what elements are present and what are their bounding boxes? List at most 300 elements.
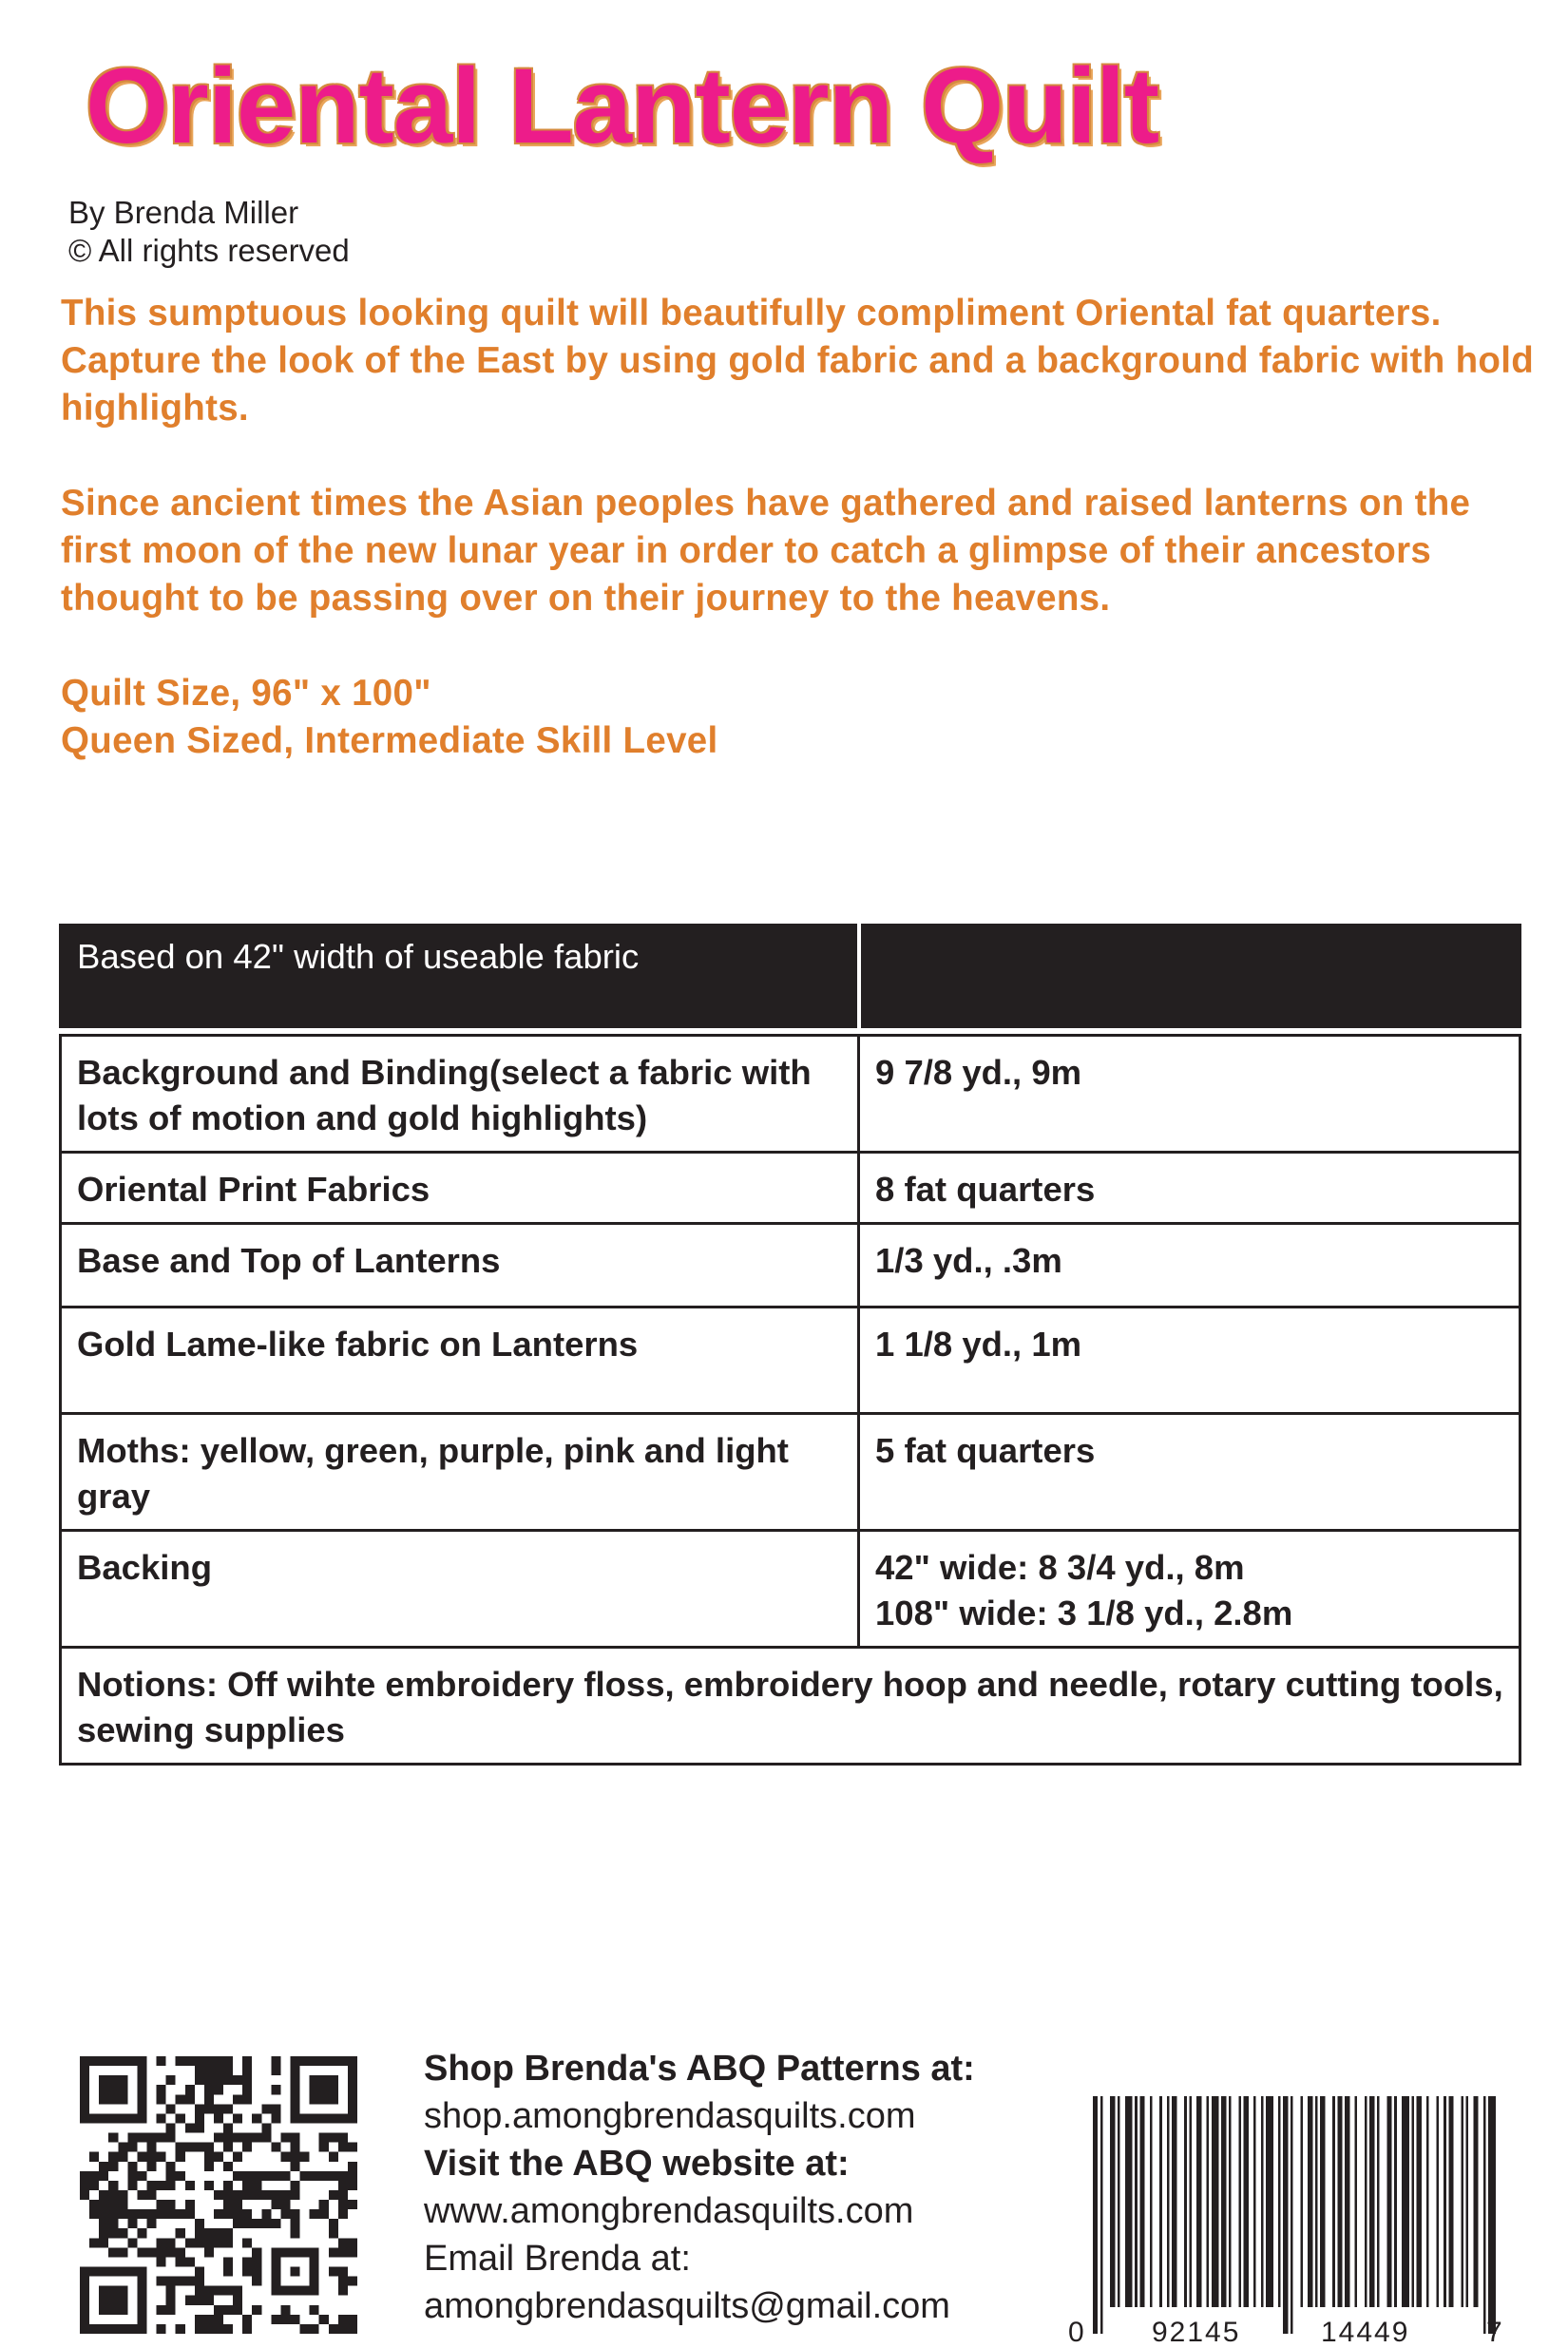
barcode-bar — [1238, 2096, 1241, 2307]
qr-module — [166, 2123, 176, 2132]
barcode-group-2: 14449 — [1321, 2317, 1410, 2345]
byline — [68, 194, 350, 270]
qr-module — [157, 2085, 166, 2094]
qr-module — [108, 2247, 118, 2257]
qr-module — [291, 2143, 300, 2152]
qr-module — [195, 2143, 204, 2152]
qr-module — [118, 2209, 127, 2219]
qr-module — [108, 2228, 118, 2238]
qr-module — [338, 2286, 348, 2296]
table-row — [61, 1414, 1520, 1531]
barcode-bar — [1139, 2096, 1144, 2307]
qr-module — [166, 2305, 176, 2315]
fabric-item: Backing — [61, 1531, 859, 1648]
qr-module — [157, 2209, 166, 2219]
qr-module — [348, 2200, 357, 2209]
barcode-bar — [1283, 2096, 1288, 2334]
qr-module — [338, 2171, 348, 2181]
barcode-bar — [1100, 2096, 1103, 2334]
barcode-bar — [1244, 2096, 1249, 2307]
qr-module — [338, 2200, 348, 2209]
qr-module — [176, 2113, 185, 2123]
qr-module — [195, 2066, 204, 2075]
qr-module — [252, 2133, 261, 2143]
qr-module — [252, 2219, 261, 2228]
qr-module — [195, 2075, 204, 2085]
qr-module — [99, 2190, 108, 2200]
barcode-bar — [1261, 2096, 1264, 2307]
qr-module — [214, 2228, 223, 2238]
barcode-bar — [1172, 2096, 1176, 2307]
barcode-bar — [1448, 2096, 1453, 2307]
qr-module — [214, 2324, 223, 2334]
qr-module — [271, 2104, 280, 2113]
qr-module — [204, 2056, 214, 2066]
qr-module — [176, 2228, 185, 2238]
barcode-bar — [1426, 2096, 1429, 2307]
qr-module — [280, 2190, 290, 2200]
qr-module — [214, 2315, 223, 2324]
qr-module — [280, 2209, 290, 2219]
qr-module — [271, 2315, 280, 2324]
qr-module — [127, 2143, 137, 2152]
qr-module — [127, 2162, 137, 2171]
qr-module — [166, 2238, 176, 2247]
table-row — [61, 1036, 1520, 1153]
qr-module — [233, 2113, 242, 2123]
qr-module — [166, 2247, 176, 2257]
qr-module — [214, 2056, 223, 2066]
qr-module — [195, 2324, 204, 2334]
table-header-row — [61, 926, 1520, 1027]
qr-module — [185, 2257, 195, 2266]
qr-module — [242, 2209, 252, 2219]
qr-module — [185, 2277, 195, 2286]
qr-module — [329, 2247, 338, 2257]
qr-module — [204, 2152, 214, 2162]
barcode-bar — [1332, 2096, 1335, 2307]
qr-module — [242, 2190, 252, 2200]
qr-module — [185, 2296, 195, 2305]
qr-module — [223, 2286, 233, 2296]
qr-module — [146, 2133, 156, 2143]
qr-module — [214, 2075, 223, 2085]
barcode-digit-left: 0 — [1068, 2317, 1084, 2345]
qr-module — [242, 2267, 252, 2277]
barcode — [1064, 2096, 1511, 2345]
backing-42-wide: 42" wide: 8 3/4 yd., 8m — [875, 1548, 1245, 1587]
barcode-bar — [1483, 2096, 1486, 2334]
barcode-bar — [1466, 2096, 1469, 2307]
qr-module — [310, 2209, 319, 2219]
qr-module — [271, 2085, 280, 2094]
qr-module — [280, 2315, 290, 2324]
barcode-bar — [1417, 2096, 1422, 2307]
qr-module — [166, 2286, 176, 2296]
qr-module — [204, 2324, 214, 2334]
qr-module — [137, 2209, 146, 2219]
barcode-bar — [1291, 2096, 1293, 2334]
qr-module — [242, 2066, 252, 2075]
qr-module — [291, 2152, 300, 2162]
quilt-size: Quilt Size, 96" x 100" — [61, 673, 431, 714]
qr-module — [89, 2181, 99, 2190]
qr-module — [348, 2247, 357, 2257]
qr-module — [166, 2209, 176, 2219]
qr-module — [214, 2190, 223, 2200]
qr-module — [348, 2315, 357, 2324]
barcode-bar — [1150, 2096, 1153, 2307]
qr-module — [204, 2228, 214, 2238]
qr-module — [223, 2066, 233, 2075]
qr-module — [261, 2190, 271, 2200]
qr-module — [348, 2277, 357, 2286]
barcode-bar — [1093, 2096, 1098, 2334]
barcode-bar — [1253, 2096, 1256, 2307]
website-url[interactable]: www.amongbrendasquilts.com — [424, 2191, 914, 2231]
qr-module — [280, 2171, 290, 2181]
qr-module — [195, 2238, 204, 2247]
email-address[interactable]: amongbrendasquilts@gmail.com — [424, 2286, 950, 2326]
qr-module — [108, 2133, 118, 2143]
qr-module — [223, 2228, 233, 2238]
qr-module — [329, 2133, 338, 2143]
qr-module — [223, 2267, 233, 2277]
qr-module — [319, 2133, 329, 2143]
qr-module — [338, 2143, 348, 2152]
qr-module — [108, 2190, 118, 2200]
table-header-cell: Based on 42" width of useable fabric — [61, 926, 859, 1027]
backing-108-wide: 108" wide: 3 1/8 yd., 2.8m — [875, 1594, 1293, 1632]
barcode-bar — [1377, 2096, 1380, 2307]
qr-module — [204, 2094, 214, 2104]
qr-module — [233, 2296, 242, 2305]
qr-module — [223, 2133, 233, 2143]
qr-module — [252, 2181, 261, 2190]
qr-module — [214, 2286, 223, 2296]
qr-module — [108, 2209, 118, 2219]
barcode-bar — [1159, 2096, 1162, 2307]
qr-module — [214, 2305, 223, 2315]
qr-module — [310, 2171, 319, 2181]
qr-module — [80, 2171, 89, 2181]
qr-module — [137, 2152, 146, 2162]
qr-module — [252, 2267, 261, 2277]
qr-module — [223, 2056, 233, 2066]
qr-module — [252, 2257, 261, 2266]
qr-module — [338, 2181, 348, 2190]
qr-module — [223, 2190, 233, 2200]
barcode-digit-right: 7 — [1486, 2317, 1502, 2345]
qr-module — [89, 2152, 99, 2162]
qr-module — [242, 2094, 252, 2104]
barcode-bar — [1402, 2096, 1409, 2307]
qr-module — [242, 2181, 252, 2190]
qr-module — [223, 2075, 233, 2085]
qr-module — [271, 2171, 280, 2181]
qr-module — [300, 2152, 310, 2162]
qr-module — [118, 2200, 127, 2209]
qr-module — [271, 2056, 280, 2066]
qr-module — [195, 2315, 204, 2324]
qr-module — [89, 2200, 99, 2209]
qr-module — [261, 2104, 271, 2113]
qr-module — [252, 2277, 261, 2286]
qr-module — [127, 2171, 137, 2181]
qr-module — [338, 2324, 348, 2334]
qr-module — [214, 2133, 223, 2143]
qr-module — [319, 2143, 329, 2152]
barcode-bar — [1365, 2096, 1367, 2307]
qr-module — [176, 2152, 185, 2162]
qr-module — [118, 2152, 127, 2162]
qr-module — [204, 2296, 214, 2305]
qr-module — [223, 2324, 233, 2334]
qr-module — [127, 2219, 137, 2228]
quilt-specs — [61, 670, 1543, 765]
qr-module — [242, 2219, 252, 2228]
qr-module — [348, 2162, 357, 2171]
barcode-bar — [1308, 2096, 1312, 2307]
barcode-bar — [1444, 2096, 1446, 2307]
qr-module — [185, 2181, 195, 2190]
qr-module — [223, 2257, 233, 2266]
barcode-bar — [1167, 2096, 1170, 2307]
qr-module — [157, 2247, 166, 2257]
copyright-line: © All rights reserved — [68, 233, 350, 268]
qr-module — [329, 2171, 338, 2181]
qr-module — [261, 2123, 271, 2132]
qr-module — [319, 2171, 329, 2181]
qr-module — [137, 2133, 146, 2143]
qr-module — [338, 2209, 348, 2219]
barcode-group-1: 92145 — [1152, 2317, 1241, 2345]
qr-module — [338, 2277, 348, 2286]
qr-module — [291, 2209, 300, 2219]
qr-module — [195, 2056, 204, 2066]
qr-module — [233, 2094, 242, 2104]
qr-module — [271, 2066, 280, 2075]
qr-module — [166, 2296, 176, 2305]
qr-module — [195, 2228, 204, 2238]
qr-module — [242, 2257, 252, 2266]
qr-module — [157, 2200, 166, 2209]
qr-module — [329, 2152, 338, 2162]
fabric-amount: 1/3 yd., .3m — [859, 1224, 1520, 1308]
qr-module — [233, 2219, 242, 2228]
qr-module — [291, 2315, 300, 2324]
qr-module — [118, 2228, 127, 2238]
qr-module — [348, 2171, 357, 2181]
table-row — [61, 1153, 1520, 1224]
qr-module — [176, 2257, 185, 2266]
fabric-amount: 1 1/8 yd., 1m — [859, 1308, 1520, 1414]
qr-module — [108, 2200, 118, 2209]
qr-module — [223, 2143, 233, 2152]
qr-module — [157, 2113, 166, 2123]
qr-module — [108, 2181, 118, 2190]
qr-module — [319, 2315, 329, 2324]
qr-module — [157, 2324, 166, 2334]
qr-module — [137, 2171, 146, 2181]
qr-module — [252, 2113, 261, 2123]
barcode-bar — [1221, 2096, 1226, 2307]
qr-module — [99, 2209, 108, 2219]
qr-module — [310, 2324, 319, 2334]
qr-module — [176, 2247, 185, 2257]
qr-module — [157, 2305, 166, 2315]
qr-module — [99, 2238, 108, 2247]
barcode-bar — [1473, 2096, 1478, 2307]
barcode-bar — [1212, 2096, 1219, 2307]
barcode-bar — [1110, 2096, 1115, 2307]
qr-module — [242, 2324, 252, 2334]
qr-module — [166, 2104, 176, 2113]
table-row — [61, 1531, 1520, 1648]
website-heading: Visit the ABQ website at: — [424, 2144, 850, 2184]
qr-module — [280, 2305, 290, 2315]
qr-module — [89, 2209, 99, 2219]
qr-module — [185, 2238, 195, 2247]
barcode-bar — [1355, 2096, 1358, 2307]
qr-module — [223, 2238, 233, 2247]
fabric-amount — [859, 1531, 1520, 1648]
qr-module — [233, 2209, 242, 2219]
qr-module — [146, 2209, 156, 2219]
qr-module — [146, 2162, 156, 2171]
qr-module — [99, 2162, 108, 2171]
qr-module — [127, 2181, 137, 2190]
qr-module — [223, 2200, 233, 2209]
qr-module — [146, 2181, 156, 2190]
qr-module — [338, 2238, 348, 2247]
qr-module — [99, 2171, 108, 2181]
qr-module — [252, 2305, 261, 2315]
qr-module — [157, 2133, 166, 2143]
qr-module — [185, 2143, 195, 2152]
qr-module — [204, 2085, 214, 2094]
qr-module — [99, 2228, 108, 2238]
skill-level: Queen Sized, Intermediate Skill Level — [61, 720, 718, 761]
qr-module — [176, 2209, 185, 2219]
qr-module — [319, 2200, 329, 2209]
qr-module — [195, 2296, 204, 2305]
qr-module — [291, 2219, 300, 2228]
barcode-bar — [1369, 2096, 1374, 2307]
qr-module — [166, 2181, 176, 2190]
qr-module — [204, 2247, 214, 2257]
qr-module — [261, 2171, 271, 2181]
fabric-item: Gold Lame-like fabric on Lanterns — [61, 1308, 859, 1414]
qr-module — [204, 2066, 214, 2075]
qr-module — [280, 2200, 290, 2209]
qr-module — [166, 2277, 176, 2286]
qr-module — [280, 2152, 290, 2162]
qr-module — [242, 2133, 252, 2143]
barcode-bar — [1278, 2096, 1281, 2307]
qr-module — [223, 2104, 233, 2113]
shop-heading: Shop Brenda's ABQ Patterns at: — [424, 2049, 975, 2089]
barcode-bar — [1386, 2096, 1391, 2307]
qr-module — [204, 2162, 214, 2171]
qr-module — [329, 2190, 338, 2200]
qr-module — [223, 2162, 233, 2171]
qr-module — [329, 2219, 338, 2228]
qr-module — [261, 2219, 271, 2228]
qr-module — [146, 2247, 156, 2257]
qr-module — [118, 2143, 127, 2152]
qr-module — [223, 2123, 233, 2132]
qr-module — [348, 2324, 357, 2334]
qr-module — [127, 2209, 137, 2219]
page-title: Oriental Lantern Quilt — [86, 47, 1159, 165]
shop-url[interactable]: shop.amongbrendasquilts.com — [424, 2096, 916, 2136]
qr-module — [146, 2152, 156, 2162]
qr-module — [176, 2277, 185, 2286]
qr-module — [204, 2075, 214, 2085]
qr-module — [204, 2143, 214, 2152]
qr-module — [348, 2238, 357, 2247]
qr-module — [280, 2133, 290, 2143]
qr-module — [252, 2247, 261, 2257]
qr-module — [195, 2286, 204, 2296]
qr-module — [89, 2171, 99, 2181]
intro-text — [61, 290, 1543, 812]
qr-module — [223, 2305, 233, 2315]
qr-module — [214, 2209, 223, 2219]
notions-cell: Notions: Off wihte embroidery floss, embroidery hoop and needle, rotary cutting tools, sewing supplies — [61, 1648, 1520, 1765]
qr-module — [157, 2056, 166, 2066]
qr-module — [176, 2171, 185, 2181]
qr-module — [300, 2171, 310, 2181]
qr-module — [329, 2228, 338, 2238]
qr-module — [271, 2200, 280, 2209]
barcode-bar — [1135, 2096, 1138, 2307]
qr-module — [271, 2190, 280, 2200]
intro-paragraph-1: This sumptuous looking quilt will beautifully compliment Oriental fat quarters. Capture the look of the East by using gold fabric and a background fabric with hold highlights. — [61, 293, 1535, 429]
barcode-bar — [1229, 2096, 1232, 2307]
fabric-requirements-table — [59, 924, 1521, 1766]
qr-module — [291, 2181, 300, 2190]
barcode-bar — [1196, 2096, 1201, 2307]
table-row — [61, 1308, 1520, 1414]
qr-module — [242, 2056, 252, 2066]
qr-module — [204, 2286, 214, 2296]
qr-module — [185, 2094, 195, 2104]
qr-module — [185, 2085, 195, 2094]
qr-module — [271, 2143, 280, 2152]
qr-module — [127, 2238, 137, 2247]
qr-module — [242, 2238, 252, 2247]
qr-module — [204, 2238, 214, 2247]
qr-module — [146, 2143, 156, 2152]
qr-module — [137, 2228, 146, 2238]
qr-module — [291, 2133, 300, 2143]
barcode-bar — [1436, 2096, 1439, 2307]
qr-module — [204, 2181, 214, 2190]
shop-info — [424, 2045, 975, 2330]
qr-module — [233, 2190, 242, 2200]
qr-module — [291, 2162, 300, 2171]
barcode-bar — [1266, 2096, 1273, 2307]
barcode-bar — [1320, 2096, 1325, 2307]
qr-module — [329, 2324, 338, 2334]
qr-module — [176, 2143, 185, 2152]
qr-module — [108, 2152, 118, 2162]
qr-module — [137, 2247, 146, 2257]
qr-module — [195, 2104, 204, 2113]
qr-module — [80, 2181, 89, 2190]
